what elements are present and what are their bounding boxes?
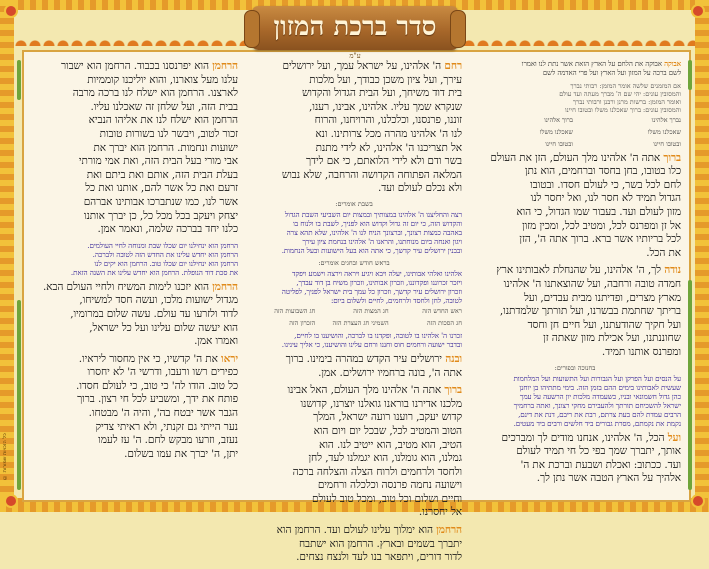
ornamental-border-right — [695, 0, 709, 512]
column-middle — [246, 60, 462, 569]
harachaman-mashiach: הרחמן הוא יזכנו לימות המשיח ולחיי העולם הבא. מגדול ישועות מלכו, ועשה חסד למשיחו, לדוד ולזרעו עד עולם. עשה שלום במרומיו, הוא יעשה שלום עלינו ועל כל ישראל, ואמרו אמן. — [42, 280, 238, 348]
al-hanisim-section: בחנוכה ובפורים: על הנסים ועל הפרקן ועל הגבורות ועל התשועות ועל המלחמות שעשית לאבותינו בימים ההם בזמן הזה. בימי מתתיהו בן יוחנן כהן גדול חשמונאי ובניו, כשעמדה מלכות יון הרשעה על עמך ישראל להשכיחם תורתך ולהעבירם מחקי רצונך, ואתה ברחמיך הרבים עמדת להם בעת צרתם, רבת את ריבם, דנת את דינם, נקמת את נקמתם, מסרת גבורים ביד חלשים ורבים ביד מעטים. — [469, 364, 681, 428]
zimun-table-row: נברך אלהינו ברוך אלהינו — [544, 115, 681, 124]
intro-first-word: אבוקה — [664, 59, 681, 68]
corner-flower-icon — [6, 6, 16, 16]
holiday-table-row: ראש החדש הזה חג המצות הזה חג השבועות הזה — [274, 306, 462, 315]
zimun-section — [469, 82, 681, 148]
wheat-stalk-icon — [17, 60, 21, 100]
section-first-word: ברוך — [444, 384, 462, 397]
veal-hakol-section: ועל הכל, ה' אלהינו, אנחנו מודים לך ומברכים אותך, יתברך שמך בפי כל חי תמיד לעולם ועד. ככתוב: ואכלת ושבעת וברכת את ה' אלהיך על הארץ הטבה אשר נתן לך. — [501, 431, 681, 485]
column-right — [469, 60, 681, 490]
blessing-hatov: ברוך אתה ה' אלהינו מלך העולם, האל אבינו מלכנו אדירנו בוראנו גואלנו יוצרנו, קדושנו קדוש יעקב, רוענו רועה ישראל, המלך הטוב והמטיב לכל, שבכל יום ויום הוא הטיב, הוא מטיב, הוא ייטיב לנו. הוא גמלנו, הוא גומלנו, הוא יגמלנו לעד, לחן ולחסד ולרחמים ולרוח הצלה והצלחה ברכה וישועה נחמה פרנסה וכלכלה ורחמים וחיים ושלום וכל טוב, ומכל טוב לעולם אל יחסרנו. — [287, 384, 462, 519]
retzeh-section: בשבת אומרים: רצה והחליצנו ה' אלהינו במצותיך ובמצות יום השביעי השבת הגדול והקדוש הזה, כי יום זה גדול וקדוש הוא לפניך, לשבת בו ולנוח בו באהבה כמצות רצונך, וברצונך הניח לנו ה' אלהינו, שלא תהא צרה ויגון ואנחה ביום מנוחתנו, והראנו ה' אלהינו בנחמת ציון עירך ובבנין ירושלים עיר קדשך, כי אתה הוא בעל הישועות ובעל הנחמות. — [246, 200, 462, 255]
zimun-table-row: ובטובו חיינו ובטובו חיינו — [545, 139, 681, 148]
corner-flower-icon — [6, 496, 16, 506]
zimun-line: והמסובין עונים: יהי שם ה' מברך מעתה ועד עולם — [559, 89, 681, 98]
holiday-harachaman-section: הרחמן הוא ינחילנו יום שכלו שבת ומנוחה לחיי העולמים. הרחמן הוא יחדש עלינו את החדש הזה לטובה ולברכה. הרחמן הוא ינחילנו יום שכלו טוב. הרחמן הוא יקים לנו את סכת דוד הנופלת. הרחמן הוא יחדש עלינו את השנה הזאת. — [70, 240, 238, 277]
harachaman-left: הרחמן הוא יפרנסנו בכבוד. הרחמן הוא ישבור עלנו מעל צוארנו, והוא יוליכנו קוממיות לארצנו. הרחמן הוא ישלח לנו ברכה מרבה בבית הזה, ועל שלחן זה שאכלנו עליו. הרחמן הוא ישלח לנו את אליהו הנביא זכור לטוב, ויבשר לנו בשורות טובות ישועות ונחמות. הרחמן הוא יברך את אבי מורי בעל הבית הזה, ואת אמי מורתי בעלת הבית הזה, אותם ואת ביתם ואת זרעם ואת כל אשר להם, אותנו ואת כל אשר לנו, כמו שנתברכו אבותינו אברהם יצחק ויעקב בכל מכל כל, כן יברך אותנו כלנו יחד בברכה שלמה, ונאמר אמן. — [60, 60, 238, 236]
zimun-line: ואומר המזמן: ברשות מרנן ורבנן ורבותי נברך — [572, 97, 681, 106]
corner-flower-icon — [693, 496, 703, 506]
section-first-word: הרחמן — [436, 524, 462, 537]
section-first-word: יראו — [221, 352, 238, 365]
title-subscript: ע"מ — [349, 52, 361, 60]
yiru-section: יראו את ה' קדשיו, כי אין מחסור ליראיו. כפירים רשו ורעבו, ודרשי ה' לא יחסרו כל טוב. הודו לה' כי טוב, כי לעולם חסדו. פותח את ידך, ומשביע לכל חי רצון. ברוך הגבר אשר יבטח בה', והיה ה' מבטחו. נער הייתי גם זקנתי, ולא ראיתי צדיק נעזב, וזרעו מבקש לחם. ה' עז לעמו יתן, ה' יברך את עמו בשלום. — [75, 352, 238, 460]
wheat-stalk-icon — [688, 280, 692, 490]
corner-flower-icon — [693, 6, 703, 16]
section-first-word: הרחמן — [212, 60, 238, 72]
section-first-word: ועל — [667, 431, 681, 444]
title-scroll — [252, 6, 458, 50]
yaaleh-veyavo-section: בראש חודש ובחגים אומרים: אלהינו ואלהי אבותינו, יעלה ויבא ויגיע ויראה וירצה וישמע ויפקד ויזכר זכרוננו ופקדוננו, וזכרון אבותינו, וזכרון משיח בן דוד עבדך, וזכרון ירושלים עיר קדשך, וזכרון כל עמך בית ישראל לפניך, לפליטה לטובה, לחן ולחסד ולרחמים, לחיים ולשלום ביום: ראש החדש הזה חג המצות הזה חג השבועות הזה חג הסכות הזה השמיני חג העצרת הזה הזכרון הזה זכרנו ה' אלהינו בו לטובה, ופקדנו בו לברכה, והושיענו בו לחיים, ובדבר ישועה ורחמים חוס וחננו ורחם עלינו והושיענו, כי אליך עינינו. — [246, 259, 462, 349]
zimun-line: אם המזמנים שלשה אומר המזמן: רבותי נברך — [570, 81, 681, 90]
blessing-hazan: ברוך אתה ה' אלהינו מלך העולם, הזן את העולם כלו בטובו, בחן בחסד וברחמים, הוא נתן לחם לכל בשר, כי לעולם חסדו. ובטובו הגדול תמיד לא חסר לנו, ואל יחסר לנו מזון לעולם ועד. בעבור שמו הגדול, כי הוא אל זן ומפרנס לכל, ומטיב לכל, ומכין מזון לכל בריותיו אשר ברא. ברוך אתה ה', הזן את הכל. — [490, 151, 681, 259]
side-credit: © כל הזכויות שמורות — [2, 433, 8, 480]
section-first-word: ובנה — [445, 352, 462, 365]
intro-line: אבוקה אבוקה את הלחם על הארץ הזאת אשר נתת לנו ואמרו — [521, 59, 681, 68]
section-heading: בשבת אומרים: — [335, 199, 373, 208]
blessing-uvneh: ובנה ירושלים עיר הקדש במהרה בימינו. ברוך אתה ה', בונה ברחמיו ירושלים. אמן. — [285, 352, 462, 379]
blessing-haaretz: נודה לך, ה' אלהינו, על שהנחלת לאבותינו ארץ חמדה טובה ורחבה, ועל שהוצאתנו ה' אלהינו מארץ מצרים, ופדיתנו מבית עבדים, ועל בריתך שחתמת בבשרנו, ועל תורתך שלמדתנו, ועל חקיך שהודעתנו, ועל חיים חן וחסד שחוננתנו, ועל אכילת מזון שאתה זן ומפרנס אותנו תמיד. — [496, 264, 681, 358]
section-first-word: נודה — [664, 264, 681, 277]
section-first-word: ברוך — [663, 151, 681, 164]
harachaman-mid: הרחמן הוא ימלוך עלינו לעולם ועד. הרחמן הוא יתברך בשמים ובארץ. הרחמן הוא ישתבח לדור דורים, ויתפאר בנו לעד ולנצח נצחים. — [276, 524, 462, 564]
page-title: סדר ברכת המזון — [273, 12, 437, 42]
wheat-stalk-icon — [688, 60, 692, 90]
column-left — [30, 60, 238, 465]
intro-section — [469, 60, 681, 78]
wheat-stalk-icon — [17, 300, 21, 490]
blessing-rachem: רחם ה' אלהינו, על ישראל עמך, ועל ירושלים עירך, ועל ציון משכן כבודך, ועל מלכות בית דוד משיחך, ועל הבית הגדול והקדוש שנקרא שמך עליו. אלהינו, אבינו, רענו, זוננו, פרנסנו, וכלכלנו, והרויחנו, והרוח לנו ה' אלהינו מהרה מכל צרותינו. ונא אל תצריכנו ה' אלהינו, לא לידי מתנת בשר ודם ולא לידי הלואתם, כי אם לידך המלאה הפתוחה הקדושה והרחבה, שלא נבוש ולא נכלם לעולם ועד. — [281, 60, 462, 195]
zimun-line: והמסובין עונים: ברוך שאכלנו משלו ובטובו חיינו — [565, 105, 681, 114]
holiday-table-row: חג הסכות הזה השמיני חג העצרת הזה הזכרון הזה — [289, 318, 462, 327]
intro-line: לשם ברכה על המזון ועל הארץ ועל פרי האדמה לשם — [542, 68, 681, 77]
zimun-table-row: שאכלנו משלו שאכלנו משלו — [539, 127, 681, 136]
section-first-word: רחם — [444, 60, 462, 72]
section-heading: בחנוכה ובפורים: — [554, 363, 596, 372]
section-first-word: הרחמן — [212, 280, 238, 293]
section-heading: בראש חודש ובחגים אומרים: — [318, 258, 390, 267]
